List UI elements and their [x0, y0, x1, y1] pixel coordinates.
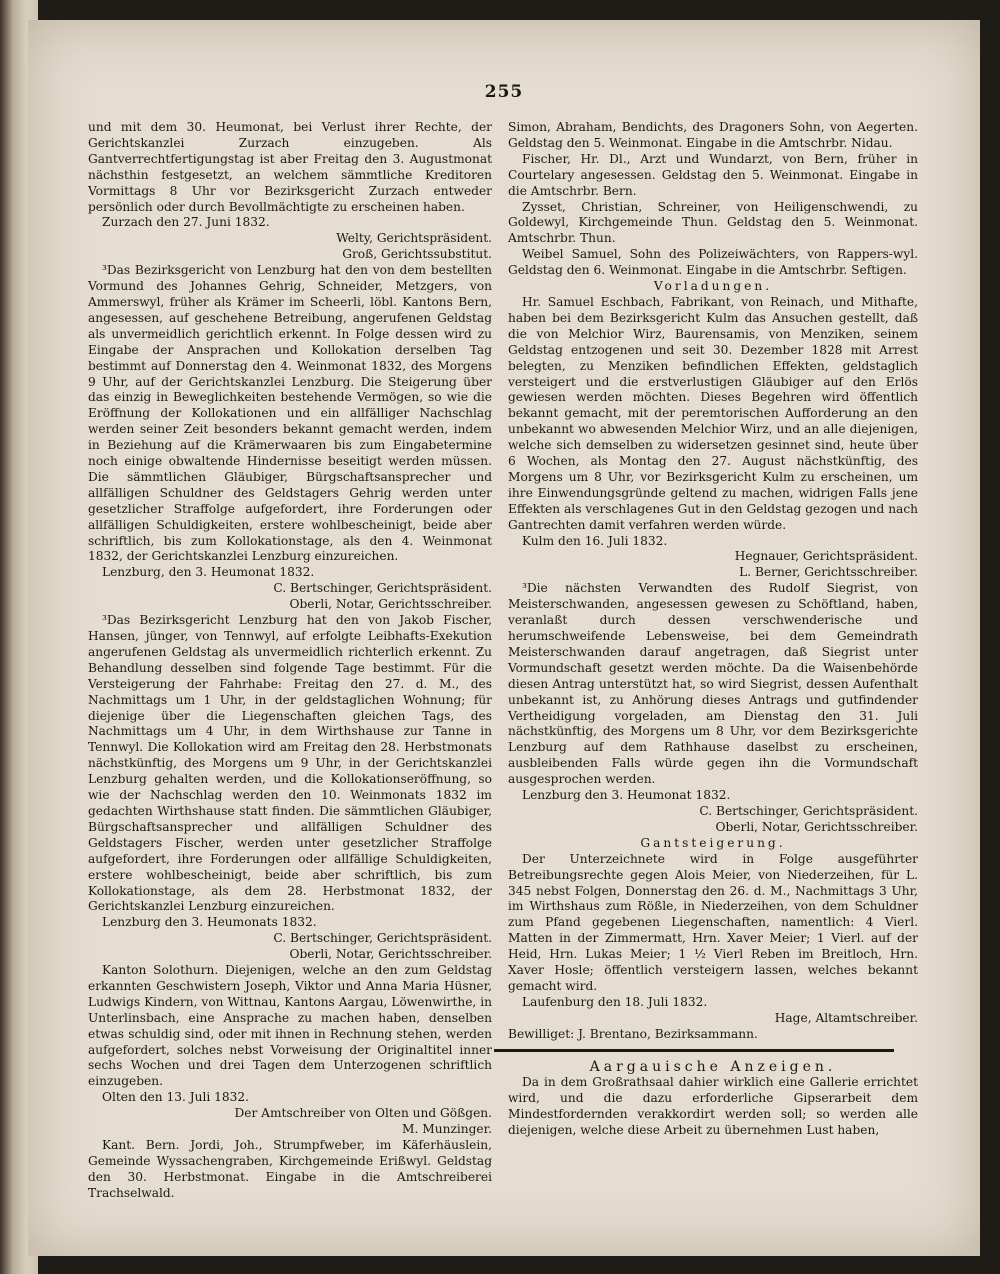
notice-text: und mit dem 30. Heumonat, bei Verlust ihrer Rechte, der Gerichtskanzlei Zurzach einzugeben. Als Gantverrechtfertigungstag ist aber Freitag den 3. Augustmonat nächsthin festgesetzt, an welchem sämmtliche Kreditoren Vormittags 8 Uhr vor Bezirksgericht Zurzach entweder persönlich oder durch Bevollmächtigte zu erscheinen haben.	[88, 120, 492, 214]
notice-text: Simon, Abraham, Bendichts, des Dragoners Sohn, von Aegerten. Geldstag den 5. Weinmonat. Eingabe in die Amtschrbr. Nidau.	[508, 120, 918, 150]
dateline: Olten den 13. Juli 1832.	[102, 1090, 250, 1105]
signature: Groß, Gerichtssubstitut.	[342, 247, 492, 262]
newspaper-page	[28, 20, 980, 1256]
signature: Oberli, Notar, Gerichtsschreiber.	[289, 597, 492, 612]
signature: Hegnauer, Gerichtspräsident.	[734, 549, 918, 564]
signature: Welty, Gerichtspräsident.	[336, 231, 492, 246]
notice-text: ³Das Bezirksgericht Lenzburg hat den von Jakob Fischer, Hansen, jünger, von Tennwyl, auf erfolgte Leibhafts-Exekution angerufenen Geldstag als unvermeidlich richterlich erkennt. Zu Behandlung desselben sind folgende Tage bestimmt. Für die Versteigerung der Fahrhabe: Freitag den 27. d. M., des Nachmittags um 1 Uhr, in der geldstaglichen Wohnung; für diejenige über die Liegenschaften gleichen Tags, des Nachmittags um 4 Uhr, in dem Wirthshause zur Tanne in Tennwyl. Die Kollokation wird am Freitag den 28. Herbstmonats nächstkünftig, des Morgens um 9 Uhr, in der Gerichtskanzlei Lenzburg gehalten werden, und die Kollokationseröffnung, so wie der Nachschlag werden den 10. Weinmonats 1832 im gedachten Wirthshause statt finden. Die sämmtlichen Gläubiger, Bürgschaftsansprecher und allfälligen Schuldner des Geldstagers Fischer, werden unter gesetzlicher Straffolge aufgefordert, ihre Forderungen oder allfällige Schuldigkeiten, erstere wohlbescheinigt, beide aber schriftlich, bis zum Kollokationstage, als dem 28. Herbstmonat 1832, der Gerichtskanzlei Lenzburg einzureichen.	[88, 613, 492, 914]
section-divider	[494, 1049, 894, 1052]
notice-text: Kant. Bern. Jordi, Joh., Strumpfweber, im Käferhäuslein, Gemeinde Wyssachengraben, Kirchgemeinde Erißwyl. Geldstag den 30. Herbstmonat. Eingabe in die Amtschreiberei Trachselwald.	[88, 1138, 492, 1200]
page-number: 255	[484, 82, 524, 102]
notice-text: Kanton Solothurn. Diejenigen, welche an den zum Geldstag erkannten Geschwistern Joseph, Viktor und Anna Maria Hüsner, Ludwigs Kindern, von Wittnau, Kantons Aargau, Löwenwirthe, in Unterlinsbach, eine Ansprache zu machen haben, denselben etwas schuldig sind, oder mit ihnen in Rechnung stehen, werden aufgefordert, solches nebst Vorweisung der Originaltitel inner sechs Wochen und drei Tagen dem Unterzogenen schriftlich einzugeben.	[88, 963, 492, 1089]
notice-text: Zysset, Christian, Schreiner, von Heiligenschwendi, zu Goldewyl, Kirchgemeinde Thun. Geldstag den 5. Weinmonat. Amtschrbr. Thun.	[508, 199, 918, 246]
notice-text: Der Unterzeichnete wird in Folge ausgeführter Betreibungsrechte gegen Alois Meier, von Niederzeihen, für L. 345 nebst Folgen, Donnerstag den 26. d. M., Nachmittags 3 Uhr, im Wirthshaus zum Rößle, in Niederzeihen, von dem Schuldner zum Pfand gegebenen Liegenschaften, namentlich: 4 Vierl. Matten in der Zimmermatt, Hrn. Xaver Meier; 1 Vierl. auf der Heid, Hrn. Lukas Meier; 1 ½ Vierl Reben im Breitloch, Hrn. Xaver Hosle; öffentlich versteigern lassen, welches bekannt gemacht wird.	[508, 851, 918, 993]
right-column	[508, 120, 918, 1139]
signature: C. Bertschinger, Gerichtspräsident.	[699, 803, 918, 818]
signature: C. Bertschinger, Gerichtspräsident.	[273, 581, 492, 596]
dateline: Lenzburg den 3. Heumonats 1832.	[102, 915, 317, 930]
signature: C. Bertschinger, Gerichtspräsident.	[273, 931, 492, 946]
notice-text: Hr. Samuel Eschbach, Fabrikant, von Reinach, und Mithafte, haben bei dem Bezirksgericht Kulm das Ansuchen gestellt, daß die von Melchior Wirz, Baurensamis, von Menziken, seinem Geldstag entzogenen und seit 30. Dezember 1828 mit Arrest belegten, zu Menziken befindlichen Effekten, geldstaglich versteigert und die erstverlustigen Gläubiger auf den Erlös gewiesen werden möchten. Dieses Begehren wird öffentlich bekannt gemacht, mit der peremtorischen Aufforderung an den unbekannt wo abwesenden Melchior Wirz, und an alle diejenigen, welche sich demselben zu widersetzen gesinnet sind, heute über 6 Wochen, als Montag den 27. August nächstkünftig, des Morgens um 8 Uhr, vor Bezirksgericht Kulm zu erscheinen, um ihre Einwendungsgründe geltend zu machen, widrigen Falls jene Effekten als verschlagenes Gut in den Geldstag gezogen und nach Gantrechten damit verfahren werden würde.	[508, 294, 918, 532]
left-column	[88, 120, 492, 1202]
signature: M. Munzinger.	[402, 1122, 492, 1137]
notice-text: ³Die nächsten Verwandten des Rudolf Siegrist, von Meisterschwanden, angesessen gewesen zu Schöftland, haben, veranlaßt durch dessen verschwenderische und herumschweifende Lebensweise, bei dem Gemeindrath Meisterschwanden darauf angetragen, daß Siegrist unter Vormundschaft gesetzt werden möchte. Da die Waisenbehörde diesen Antrag unterstützt hat, so wird Siegrist, dessen Aufenthalt unbekannt ist, zu Anhörung dieses Antrags und gutfindender Vertheidigung vorgeladen, am Dienstag den 31. Juli nächstkünftig, des Morgens um 8 Uhr, vor dem Bezirksgerichte Lenzburg auf dem Rathhause daselbst zu erscheinen, ausbleibenden Falls würde gegen ihn die Vormundschaft ausgesprochen werden.	[508, 581, 918, 787]
approval-line: Bewilliget: J. Brentano, Bezirksammann.	[508, 1026, 758, 1041]
notice-text: Fischer, Hr. Dl., Arzt und Wundarzt, von Bern, früher in Courtelary angesessen. Geldstag den 5. Weinmonat. Eingabe in die Amtschrbr. Bern.	[508, 151, 918, 198]
signature: Oberli, Notar, Gerichtsschreiber.	[289, 947, 492, 962]
dateline: Zurzach den 27. Juni 1832.	[102, 215, 270, 230]
signature: L. Berner, Gerichtsschreiber.	[739, 565, 918, 580]
notice-text: Weibel Samuel, Sohn des Polizeiwächters, von Rappers-wyl. Geldstag den 6. Weinmonat. Eingabe in die Amtschrbr. Seftigen.	[508, 247, 918, 278]
dateline: Kulm den 16. Juli 1832.	[522, 533, 668, 548]
notice-text: ³Das Bezirksgericht von Lenzburg hat den von dem bestellten Vormund des Johannes Gehrig, Schneider, Metzgers, von Ammerswyl, früher als Krämer im Scheerli, löbl. Kantons Bern, angesessen, auf geschehene Betreibung, angerufenen Geldstag als unvermeidlich gerichtlich erkennt. In Folge dessen wird zu Eingabe der Ansprachen und Kollokation derselben Tag bestimmt auf Donnerstag den 4. Weinmonat 1832, des Morgens 9 Uhr, auf der Gerichtskanzlei Lenzburg. Die Steigerung über das einzig in Beweglichkeiten bestehende Vermögen, so wie die Eröffnung der Kollokationen und ein allfälliger Nachschlag werden seiner Zeit besonders bekannt gemacht werden, indem in Beziehung auf die Krämerwaaren bis zum Eingabetermine noch einige obwaltende Hindernisse beseitigt werden müssen. Die sämmtlichen Gläubiger, Bürgschaftsansprecher und allfälligen Schuldner des Geldstagers Gehrig werden unter gesetzlicher Straffolge aufgefordert, ihre Forderungen oder allfälligen Schuldigkeiten, erstere wohlbescheinigt, beide aber schriftlich, bis zum Kollokationstage, als den 4. Weinmonat 1832, der Gerichtskanzlei Lenzburg einzureichen.	[88, 263, 492, 564]
notice-text: Da in dem Großrathsaal dahier wirklich eine Gallerie errichtet wird, und die dazu erforderliche Gipserarbeit dem Mindestfordernden verakkordirt werden soll; so werden alle diejenigen, welche diese Arbeit zu übernehmen Lust haben,	[508, 1075, 918, 1138]
section-heading: Aargauische Anzeigen.	[589, 1058, 837, 1075]
dateline: Lenzburg, den 3. Heumonat 1832.	[102, 565, 315, 580]
signature: Hage, Altamtschreiber.	[774, 1010, 918, 1025]
section-heading: Gantsteigerung.	[640, 835, 786, 850]
dateline: Laufenburg den 18. Juli 1832.	[522, 994, 708, 1009]
signature: Oberli, Notar, Gerichtsschreiber.	[715, 819, 918, 834]
signature: Der Amtschreiber von Olten und Gößgen.	[234, 1106, 492, 1121]
dateline: Lenzburg den 3. Heumonat 1832.	[522, 788, 731, 803]
section-heading: Vorladungen.	[653, 279, 773, 294]
